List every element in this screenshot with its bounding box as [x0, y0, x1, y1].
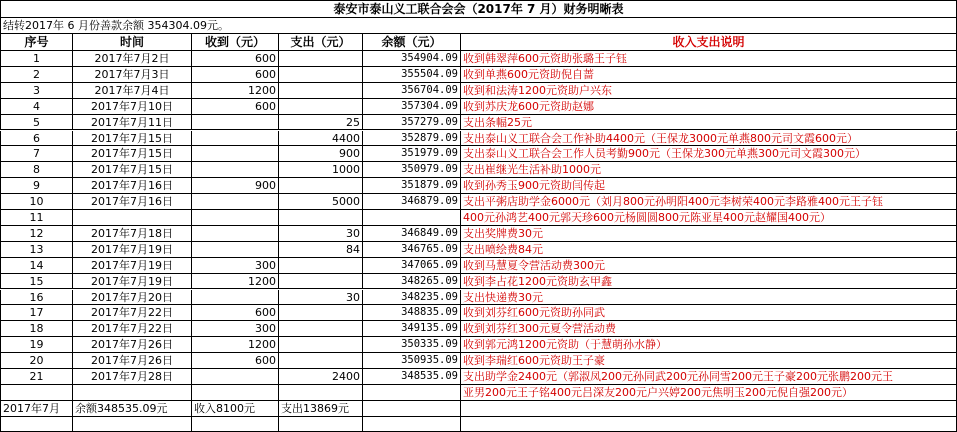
seq-cell: 13 [0, 242, 73, 258]
empty-cell [0, 417, 73, 432]
summary-blank-description [461, 401, 957, 417]
table-row [0, 385, 957, 401]
header-seq: 序号 [0, 34, 73, 51]
table-row [0, 115, 957, 131]
balance-cell: 350979.09 [363, 162, 461, 178]
description-cell: 收到李占花1200元资助玄甲鑫 [461, 274, 957, 290]
carryover-row [0, 18, 957, 34]
expense-cell [279, 305, 363, 321]
seq-cell: 10 [0, 194, 73, 210]
description-cell: 支出崔继光生活补助1000元 [461, 162, 957, 178]
date-cell: 2017年7月26日 [73, 353, 192, 369]
description-cell: 收到李瑞红600元资助王子豪 [461, 353, 957, 369]
header-date: 时间 [73, 34, 192, 51]
empty-cell [461, 417, 957, 432]
income-cell: 1200 [192, 83, 279, 99]
date-cell: 2017年7月11日 [73, 115, 192, 131]
empty-cell [279, 417, 363, 432]
description-cell: 支出泰山义工联合会工作补助4400元（王保龙3000元单燕800元司文霞600元） [461, 131, 957, 147]
seq-cell: 4 [0, 99, 73, 115]
seq-cell: 6 [0, 131, 73, 147]
balance-cell: 355504.09 [363, 67, 461, 83]
description-cell: 收到刘芬红600元资助孙同武 [461, 305, 957, 321]
description-cell: 支出快递费30元 [461, 290, 957, 306]
table-row [0, 83, 957, 99]
balance-cell: 352879.09 [363, 131, 461, 147]
income-cell: 600 [192, 305, 279, 321]
description-cell: 支出平粥店助学金6000元（刘月800元孙明阳400元李树荣400元李路雅400元王子钰 [461, 194, 957, 210]
expense-cell: 5000 [279, 194, 363, 210]
empty-cell [363, 417, 461, 432]
description-cell: 收到孙秀玉900元资助闫传起 [461, 178, 957, 194]
seq-cell: 18 [0, 321, 73, 337]
expense-cell [279, 67, 363, 83]
table-row [0, 353, 957, 369]
balance-cell: 351879.09 [363, 178, 461, 194]
expense-cell [279, 321, 363, 337]
date-cell: 2017年7月22日 [73, 321, 192, 337]
seq-cell: 15 [0, 274, 73, 290]
expense-cell [279, 178, 363, 194]
expense-cell [279, 99, 363, 115]
table-row [0, 99, 957, 115]
date-cell: 2017年7月15日 [73, 162, 192, 178]
balance-cell: 348265.09 [363, 274, 461, 290]
expense-cell [279, 353, 363, 369]
date-cell: 2017年7月15日 [73, 131, 192, 147]
balance-cell: 351979.09 [363, 146, 461, 162]
expense-cell [279, 258, 363, 274]
expense-cell: 84 [279, 242, 363, 258]
table-row [0, 146, 957, 162]
income-cell: 300 [192, 321, 279, 337]
date-cell [73, 385, 192, 401]
table-row [0, 162, 957, 178]
summary-expense: 支出13869元 [279, 401, 363, 417]
empty-cell [192, 417, 279, 432]
description-cell: 收到郭元鸿1200元资助（于慧萌孙水静） [461, 337, 957, 353]
seq-cell: 2 [0, 67, 73, 83]
income-cell [192, 385, 279, 401]
title-row [0, 0, 957, 18]
description-cell: 支出奖牌费30元 [461, 226, 957, 242]
income-cell [192, 290, 279, 306]
income-cell: 1200 [192, 274, 279, 290]
description-cell: 收到苏庆龙600元资助赵娜 [461, 99, 957, 115]
description-cell: 收到刘芬红300元夏令营活动费 [461, 321, 957, 337]
income-cell [192, 369, 279, 385]
table-row [0, 226, 957, 242]
empty-cell [73, 417, 192, 432]
balance-cell: 354904.09 [363, 51, 461, 67]
seq-cell: 12 [0, 226, 73, 242]
income-cell [192, 210, 279, 226]
income-cell: 1200 [192, 337, 279, 353]
description-cell: 收到和法涛1200元资助户兴东 [461, 83, 957, 99]
header-expense: 支出（元） [279, 34, 363, 51]
seq-cell: 8 [0, 162, 73, 178]
sheet-title: 泰安市泰山义工联合会会（2017年 7 月）财务明晰表 [1, 1, 957, 18]
date-cell: 2017年7月16日 [73, 194, 192, 210]
income-cell: 600 [192, 99, 279, 115]
seq-cell: 9 [0, 178, 73, 194]
description-cell: 支出助学金2400元（郭淑凤200元孙同武200元孙同雪200元王子豪200元张鹏200元王 [461, 369, 957, 385]
expense-cell: 30 [279, 226, 363, 242]
income-cell [192, 226, 279, 242]
income-cell [192, 115, 279, 131]
description-cell: 支出喷绘费84元 [461, 242, 957, 258]
expense-cell: 30 [279, 290, 363, 306]
seq-cell: 1 [0, 51, 73, 67]
summary-income: 收入8100元 [192, 401, 279, 417]
table-row [0, 369, 957, 385]
balance-cell [363, 210, 461, 226]
seq-cell [0, 385, 73, 401]
income-cell: 600 [192, 67, 279, 83]
date-cell: 2017年7月20日 [73, 290, 192, 306]
table-row [0, 290, 957, 306]
seq-cell: 20 [0, 353, 73, 369]
income-cell: 600 [192, 51, 279, 67]
seq-cell: 14 [0, 258, 73, 274]
table-row [0, 178, 957, 194]
expense-cell [279, 385, 363, 401]
header-income: 收到（元） [192, 34, 279, 51]
expense-cell [279, 51, 363, 67]
expense-cell: 2400 [279, 369, 363, 385]
date-cell: 2017年7月19日 [73, 274, 192, 290]
table-row [0, 242, 957, 258]
income-cell: 900 [192, 178, 279, 194]
expense-cell [279, 337, 363, 353]
balance-cell: 350935.09 [363, 353, 461, 369]
expense-cell: 25 [279, 115, 363, 131]
description-cell: 收到韩翠萍600元资助张璐王子钰 [461, 51, 957, 67]
income-cell: 300 [192, 258, 279, 274]
date-cell: 2017年7月3日 [73, 67, 192, 83]
seq-cell: 5 [0, 115, 73, 131]
description-cell: 400元孙鸿艺400元郭天珍600元杨圆圆800元陈亚星400元赵耀国400元） [461, 210, 957, 226]
seq-cell: 19 [0, 337, 73, 353]
income-cell [192, 131, 279, 147]
date-cell: 2017年7月10日 [73, 99, 192, 115]
description-cell: 收到单燕600元资助倪自蔷 [461, 67, 957, 83]
date-cell: 2017年7月15日 [73, 146, 192, 162]
balance-cell: 348235.09 [363, 290, 461, 306]
income-cell [192, 242, 279, 258]
summary-blank-balance [363, 401, 461, 417]
balance-cell: 346849.09 [363, 226, 461, 242]
income-cell [192, 146, 279, 162]
expense-cell: 1000 [279, 162, 363, 178]
table-row [0, 274, 957, 290]
empty-row [0, 417, 957, 432]
table-row [0, 131, 957, 147]
description-cell: 支出泰山义工联合会工作人员考勤900元（王保龙300元单燕300元司文霞300元） [461, 146, 957, 162]
balance-cell: 346879.09 [363, 194, 461, 210]
date-cell: 2017年7月22日 [73, 305, 192, 321]
date-cell: 2017年7月28日 [73, 369, 192, 385]
balance-cell [363, 385, 461, 401]
description-cell: 收到马慧夏令营活动费300元 [461, 258, 957, 274]
seq-cell: 11 [0, 210, 73, 226]
seq-cell: 21 [0, 369, 73, 385]
date-cell: 2017年7月18日 [73, 226, 192, 242]
balance-cell: 348835.09 [363, 305, 461, 321]
description-cell: 亚男200元王子铭400元吕深友200元户兴婷200元焦明玉200元倪自强200元） [461, 385, 957, 401]
table-row [0, 337, 957, 353]
expense-cell [279, 83, 363, 99]
summary-month: 2017年7月 [0, 401, 73, 417]
date-cell: 2017年7月19日 [73, 242, 192, 258]
summary-row [0, 401, 957, 417]
income-cell [192, 162, 279, 178]
expense-cell [279, 210, 363, 226]
expense-cell: 900 [279, 146, 363, 162]
table-row [0, 321, 957, 337]
table-row [0, 194, 957, 210]
table-row [0, 305, 957, 321]
date-cell [73, 210, 192, 226]
header-description: 收入支出说明 [461, 34, 957, 51]
date-cell: 2017年7月26日 [73, 337, 192, 353]
date-cell: 2017年7月19日 [73, 258, 192, 274]
date-cell: 2017年7月2日 [73, 51, 192, 67]
expense-cell [279, 274, 363, 290]
header-balance: 余额（元） [363, 34, 461, 51]
balance-cell: 346765.09 [363, 242, 461, 258]
seq-cell: 7 [0, 146, 73, 162]
table-row [0, 51, 957, 67]
table-row [0, 210, 957, 226]
balance-cell: 348535.09 [363, 369, 461, 385]
balance-cell: 349135.09 [363, 321, 461, 337]
seq-cell: 16 [0, 290, 73, 306]
description-cell: 支出条幅25元 [461, 115, 957, 131]
seq-cell: 17 [0, 305, 73, 321]
summary-balance: 余额348535.09元 [73, 401, 192, 417]
carryover-text: 结转2017年 6 月份善款余额 354304.09元。 [0, 18, 957, 34]
income-cell [192, 194, 279, 210]
date-cell: 2017年7月4日 [73, 83, 192, 99]
balance-cell: 357279.09 [363, 115, 461, 131]
seq-cell: 3 [0, 83, 73, 99]
balance-cell: 347065.09 [363, 258, 461, 274]
table-row [0, 67, 957, 83]
balance-cell: 356704.09 [363, 83, 461, 99]
header-row [0, 34, 957, 51]
income-cell: 600 [192, 353, 279, 369]
date-cell: 2017年7月16日 [73, 178, 192, 194]
expense-cell: 4400 [279, 131, 363, 147]
balance-cell: 357304.09 [363, 99, 461, 115]
balance-cell: 350335.09 [363, 337, 461, 353]
table-row [0, 258, 957, 274]
